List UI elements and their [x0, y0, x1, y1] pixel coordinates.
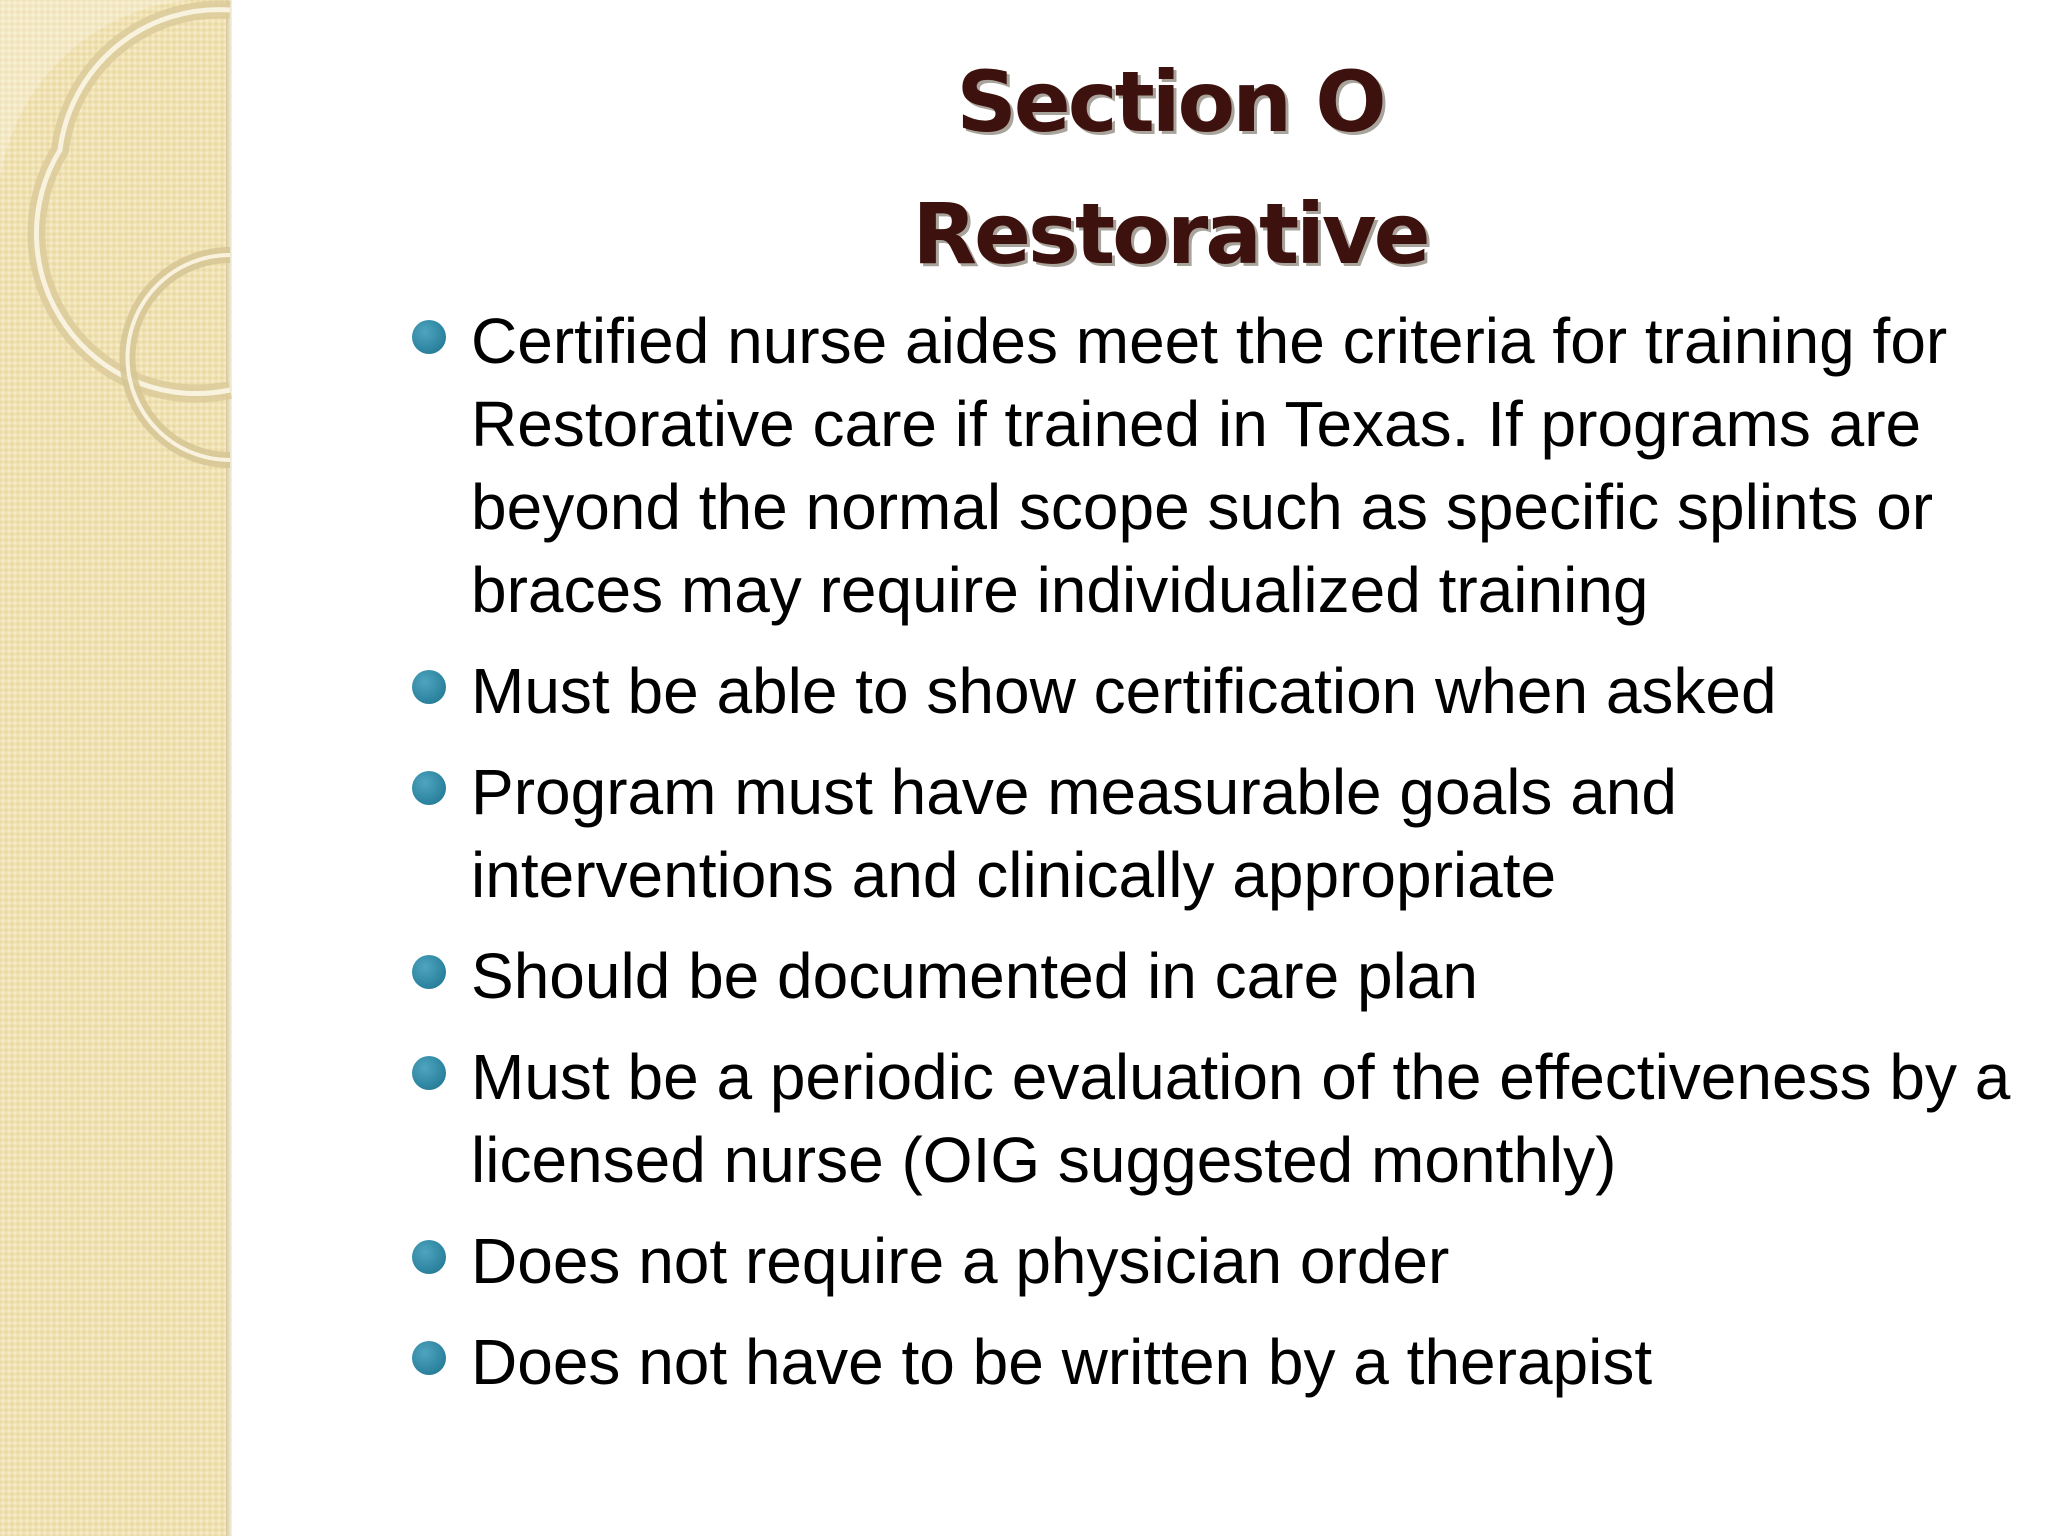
bullet-text: Must be a periodic evaluation of the effectiveness by a licensed nurse (OIG suggested monthly): [471, 1041, 2011, 1196]
decorative-rings: [0, 0, 240, 500]
bullet-item: [408, 935, 2018, 1018]
bullet-dot-icon: [412, 955, 446, 989]
slide-title: [770, 36, 1570, 300]
bullet-text: Must be able to show certification when asked: [471, 655, 1777, 727]
bullet-dot-icon: [412, 1056, 446, 1090]
bullet-text: Should be documented in care plan: [471, 940, 1478, 1012]
bullet-dot-icon: [412, 320, 446, 354]
bullet-dot-icon: [412, 1341, 446, 1375]
bullet-item: [408, 650, 2018, 733]
bullet-dot-icon: [412, 670, 446, 704]
title-line-2: Restorative: [912, 185, 1428, 283]
bullet-text: Does not have to be written by a therapist: [471, 1326, 1653, 1398]
bullet-item: [408, 1220, 2018, 1303]
bullet-item: [408, 1321, 2018, 1404]
title-line-1: Section O: [956, 53, 1384, 151]
bullet-item: [408, 751, 2018, 917]
bullet-text: Program must have measurable goals and interventions and clinically appropriate: [471, 756, 1677, 911]
bullet-text: Certified nurse aides meet the criteria for training for Restorative care if trained in Texas. If programs are beyond the normal scope such as specific splints or braces may require individualized training: [471, 305, 1948, 626]
bullet-dot-icon: [412, 1240, 446, 1274]
title-block: [770, 36, 1570, 300]
bullet-list: [408, 300, 2018, 1422]
bullet-dot-icon: [412, 771, 446, 805]
bullet-item: [408, 1036, 2018, 1202]
bullet-text: Does not require a physician order: [471, 1225, 1450, 1297]
bullet-item: [408, 300, 2018, 632]
decorative-ring-bottom: [128, 255, 231, 460]
